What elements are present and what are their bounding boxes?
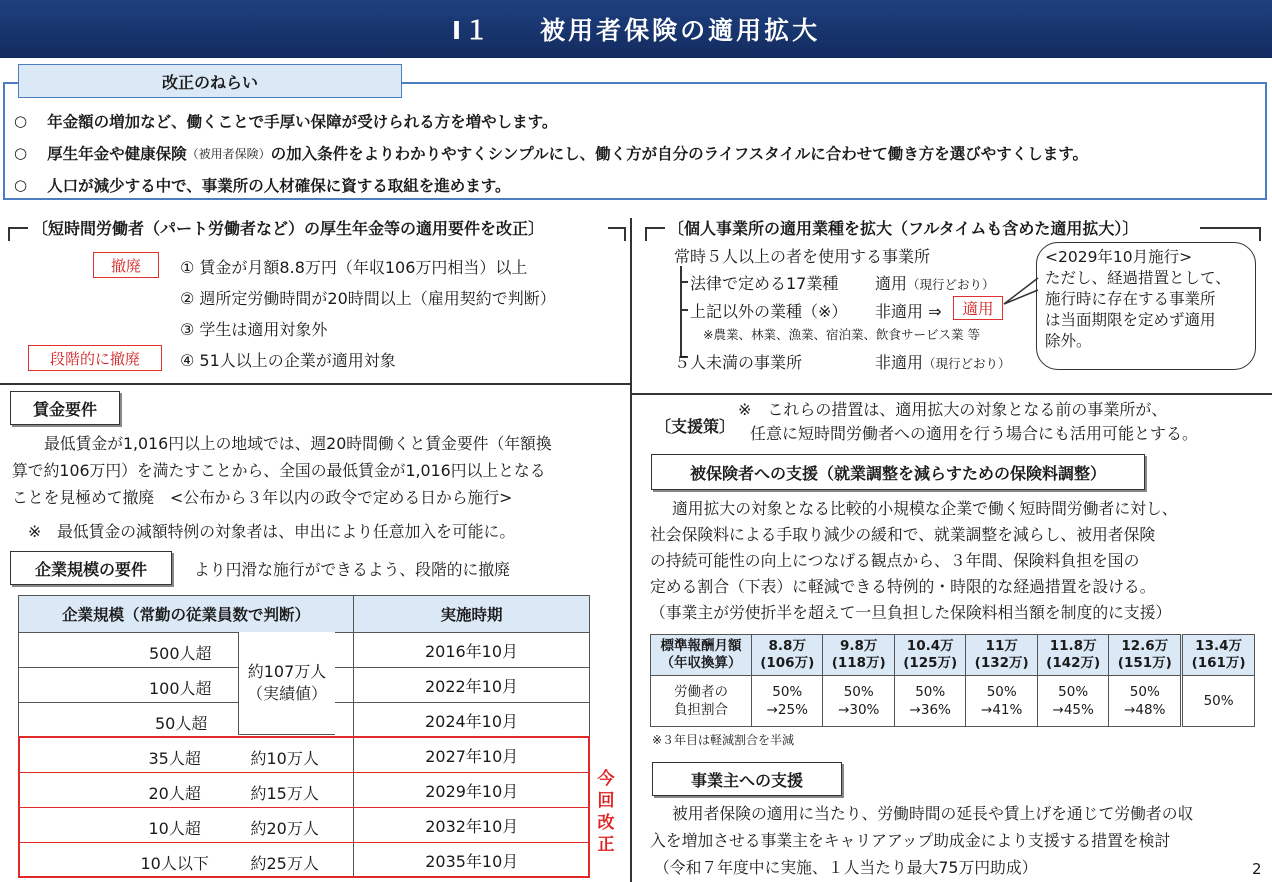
amount: 10.4万	[906, 638, 954, 654]
ratio-to: →41%	[981, 702, 1023, 718]
bracket-line	[1200, 227, 1260, 229]
industry-footnote: ※農業、林業、漁業、宿泊業、飲食サービス業 等	[703, 327, 980, 342]
col-amount	[1037, 635, 1108, 676]
page-number: 2	[1252, 860, 1262, 878]
section-number: Ⅰ１	[451, 16, 493, 45]
aim-line-2	[14, 142, 1088, 164]
employer-line: （令和７年度中に実施、１人当たり最大75万円助成）	[654, 858, 1038, 877]
size-value: 20人超	[148, 784, 201, 803]
annual: (106万)	[760, 655, 815, 671]
row-under-5-status	[875, 350, 1011, 373]
size-value: 50人超	[155, 714, 208, 733]
col-date: 実施時期	[354, 596, 590, 633]
this-revision-frame	[18, 736, 590, 878]
requirement-1: ① 賃金が月額8.8万円（年収106万円相当）以上	[180, 258, 528, 277]
right-divider	[631, 393, 1272, 395]
page-header	[0, 0, 1272, 58]
insured-support-heading: 被保険者への支援（就業調整を減らすための保険料調整）	[651, 454, 1145, 490]
size-note: より円滑な施行ができるよう、段階的に撤廃	[194, 560, 510, 579]
row-17-industries: 法律で定める17業種	[690, 274, 839, 293]
size-value: 100人超	[149, 679, 212, 698]
column-divider	[630, 218, 632, 882]
label-char: 正	[597, 835, 615, 855]
count-value: 約15万人	[250, 784, 319, 803]
size-value: 35人超	[148, 749, 201, 768]
support-note	[738, 398, 1198, 446]
left-divider	[0, 383, 630, 385]
row-label-line: 労働者の	[674, 684, 728, 700]
wage-line: ことを見極めて撤廃 <公布から３年以内の政令で定める日から施行>	[12, 488, 513, 507]
size-heading: 企業規模の要件	[10, 551, 172, 585]
col-amount	[1109, 635, 1182, 676]
aim-text: 人口が減少する中で、事業所の人材確保に資する取組を進めます。	[47, 177, 511, 195]
aim-text: 厚生年金や健康保険	[47, 145, 187, 163]
insured-line: の持続可能性の向上につなげる観点から、３年間、保険料負担を国の	[650, 551, 1140, 570]
size-value: 500人超	[149, 644, 212, 663]
date-cell: 2032年10月	[354, 808, 590, 843]
date-cell: 2016年10月	[354, 633, 590, 668]
count-value: 約20万人	[250, 819, 319, 838]
annual: (161万)	[1191, 655, 1246, 671]
size-value: 10人超	[148, 819, 201, 838]
label-char: 今	[597, 769, 615, 789]
amount: 11.8万	[1049, 638, 1097, 654]
amount: 8.8万	[768, 638, 806, 654]
date-cell: 2027年10月	[354, 738, 590, 773]
this-revision-label	[596, 768, 616, 856]
business-root: 常時５人以上の者を使用する事業所	[674, 247, 931, 266]
bubble-line: 施行時に存在する事業所	[1045, 290, 1216, 308]
tree-line	[680, 266, 682, 356]
wage-paragraph	[12, 430, 622, 511]
merged-count-cell	[238, 632, 335, 735]
status-note: （現行どおり）	[923, 356, 1011, 371]
header-line: （年収換算）	[660, 655, 742, 671]
ratio-from: 50%	[986, 684, 1017, 700]
amount: 11万	[985, 638, 1018, 654]
bracket-line	[8, 227, 28, 229]
ratio-from: 50%	[915, 684, 946, 700]
insured-line: 社会保険料による手取り減少の緩和で、就業調整を減らし、被用者保険	[650, 525, 1156, 544]
insured-line: 適用拡大の対象となる比較的小規模な企業で働く短時間労働者に対し、	[672, 499, 1178, 518]
bubble-line: は当面期限を定めず適用	[1045, 311, 1216, 329]
status-text: 適用	[875, 274, 908, 293]
bubble-line: ただし、経過措置として、	[1045, 269, 1231, 287]
count-value: 約25万人	[250, 854, 319, 873]
abolish-badge: 撤廃	[93, 252, 159, 278]
col-amount	[1182, 635, 1255, 676]
employer-support-heading: 事業主への支援	[652, 762, 842, 796]
status-text: 非適用	[875, 353, 924, 372]
tree-line	[680, 309, 688, 311]
ratio-from: 50%	[843, 684, 874, 700]
aim-text: 年金額の増加など、働くことで手厚い保障が受けられる方を増やします。	[47, 113, 558, 131]
requirements-title: 〔短時間労働者（パート労働者など）の厚生年金等の適用要件を改正〕	[32, 219, 545, 238]
support-label: 〔支援策〕	[655, 417, 736, 436]
transition-bubble	[1036, 242, 1256, 370]
support-note-line: 任意に短時間労働者への適用を行う場合にも活用可能とする。	[750, 424, 1199, 443]
bracket-line	[645, 227, 665, 229]
requirement-3: ③ 学生は適用対象外	[180, 320, 328, 339]
tree-line	[680, 281, 688, 283]
aim-line-1	[14, 110, 557, 132]
row-other-industries: 上記以外の業種（※）	[690, 302, 848, 321]
size-value: 10人以下	[140, 854, 209, 873]
ratio-from: 50%	[772, 684, 803, 700]
date-cell: 2022年10月	[354, 668, 590, 703]
ratio-cell	[1037, 676, 1108, 727]
ratio-to: →36%	[909, 702, 951, 718]
row-other-status: 非適用 ⇒	[875, 302, 942, 321]
premium-ratio-table	[650, 634, 1255, 727]
bubble-line: <2029年10月施行>	[1045, 248, 1193, 266]
employer-line: 被用者保険の適用に当たり、労働時間の延長や賃上げを通じて労働者の収	[672, 804, 1194, 823]
wage-heading: 賃金要件	[10, 391, 120, 425]
ratio-cell	[966, 676, 1037, 727]
bullet: ○	[14, 112, 28, 130]
amount: 9.8万	[840, 638, 878, 654]
annual: (151万)	[1117, 655, 1172, 671]
annual: (118万)	[831, 655, 886, 671]
annual: (132万)	[974, 655, 1029, 671]
col-amount	[894, 635, 965, 676]
bullet: ○	[14, 144, 28, 162]
bracket-line	[1259, 227, 1261, 241]
ratio-from: 50%	[1203, 693, 1234, 709]
annual: (142万)	[1046, 655, 1101, 671]
aim-title: 改正のねらい	[18, 64, 402, 98]
col-amount	[752, 635, 823, 676]
date-cell: 2029年10月	[354, 773, 590, 808]
ratio-from: 50%	[1129, 684, 1160, 700]
phased-abolish-badge: 段階的に撤廃	[28, 345, 162, 371]
bracket-line	[8, 227, 10, 241]
amount: 13.4万	[1195, 638, 1242, 654]
wage-line: 算で約106万円）を満たすことから、全国の最低賃金が1,016円以上となる	[12, 461, 546, 480]
date-cell: 2035年10月	[425, 851, 519, 871]
aim-text-small: （被用者保険）	[186, 146, 271, 161]
col-standard-remuneration	[651, 635, 752, 676]
row-under-5: ５人未満の事業所	[674, 353, 803, 372]
requirement-2: ② 週所定労働時間が20時間以上（雇用契約で判断）	[180, 289, 556, 308]
table-header-row	[19, 596, 590, 633]
table-header-row	[651, 635, 1255, 676]
bubble-line: 除外。	[1045, 332, 1092, 350]
col-size: 企業規模（常勤の従業員数で判断）	[19, 596, 354, 633]
ratio-cell	[1182, 676, 1255, 727]
ratio-from: 50%	[1058, 684, 1089, 700]
ratio-to: →45%	[1052, 702, 1094, 718]
employer-line: 入を増加させる事業主をキャリアアップ助成金により支援する措置を検討	[650, 831, 1171, 850]
ratio-cell	[823, 676, 894, 727]
ratio-to: →30%	[838, 702, 880, 718]
merged-count-sub: （実績値）	[246, 684, 327, 703]
support-note-line: ※ これらの措置は、適用拡大の対象となる前の事業所が、	[738, 400, 1168, 419]
row-label-line: 負担割合	[674, 702, 728, 718]
label-char: 改	[597, 813, 615, 833]
wage-note: ※ 最低賃金の減額特例の対象者は、申出により任意加入を可能に。	[28, 522, 516, 541]
aim-line-3	[14, 174, 511, 196]
table-note: ※３年目は軽減割合を半減	[652, 733, 795, 747]
bracket-line	[645, 227, 647, 241]
row-label	[651, 676, 752, 727]
bracket-line	[624, 227, 626, 241]
page-title: 被用者保険の適用拡大	[540, 16, 821, 45]
insured-line: （事業主が労使折半を超えて一旦負担した保険料相当額を制度的に支援）	[650, 603, 1172, 622]
requirement-4: ④ 51人以上の企業が適用対象	[180, 351, 396, 370]
merged-count: 約107万人	[247, 662, 327, 681]
ratio-cell	[752, 676, 823, 727]
business-title: 〔個人事業所の適用業種を拡大（フルタイムも含めた適用拡大）〕	[668, 219, 1139, 238]
date-cell: 2024年10月	[354, 703, 590, 738]
ratio-cell	[1109, 676, 1182, 727]
insured-line: 定める割合（下表）に軽減できる特例的・時限的な経過措置を設ける。	[650, 577, 1156, 596]
col-amount	[966, 635, 1037, 676]
ratio-to: →25%	[766, 702, 808, 718]
col-amount	[823, 635, 894, 676]
table-row	[651, 676, 1255, 727]
insured-support-paragraph	[650, 496, 1178, 626]
employer-support-paragraph	[650, 800, 1193, 881]
ratio-to: →48%	[1124, 702, 1166, 718]
new-applicable-badge: 適用	[953, 296, 1003, 320]
aim-text: の加入条件をよりわかりやすくシンプルにし、働く方が自分のライフスタイルに合わせて働き方を選びやすくします。	[270, 145, 1089, 163]
status-note: （現行どおり）	[907, 277, 995, 292]
bullet: ○	[14, 176, 28, 194]
annual: (125万)	[903, 655, 958, 671]
row-17-status	[875, 271, 995, 294]
label-char: 回	[597, 791, 615, 811]
ratio-cell	[894, 676, 965, 727]
wage-line: 最低賃金が1,016円以上の地域では、週20時間働くと賃金要件（年額換	[44, 434, 552, 453]
amount: 12.6万	[1121, 638, 1169, 654]
count-value: 約10万人	[250, 749, 319, 768]
header-line: 標準報酬月額	[660, 638, 742, 654]
